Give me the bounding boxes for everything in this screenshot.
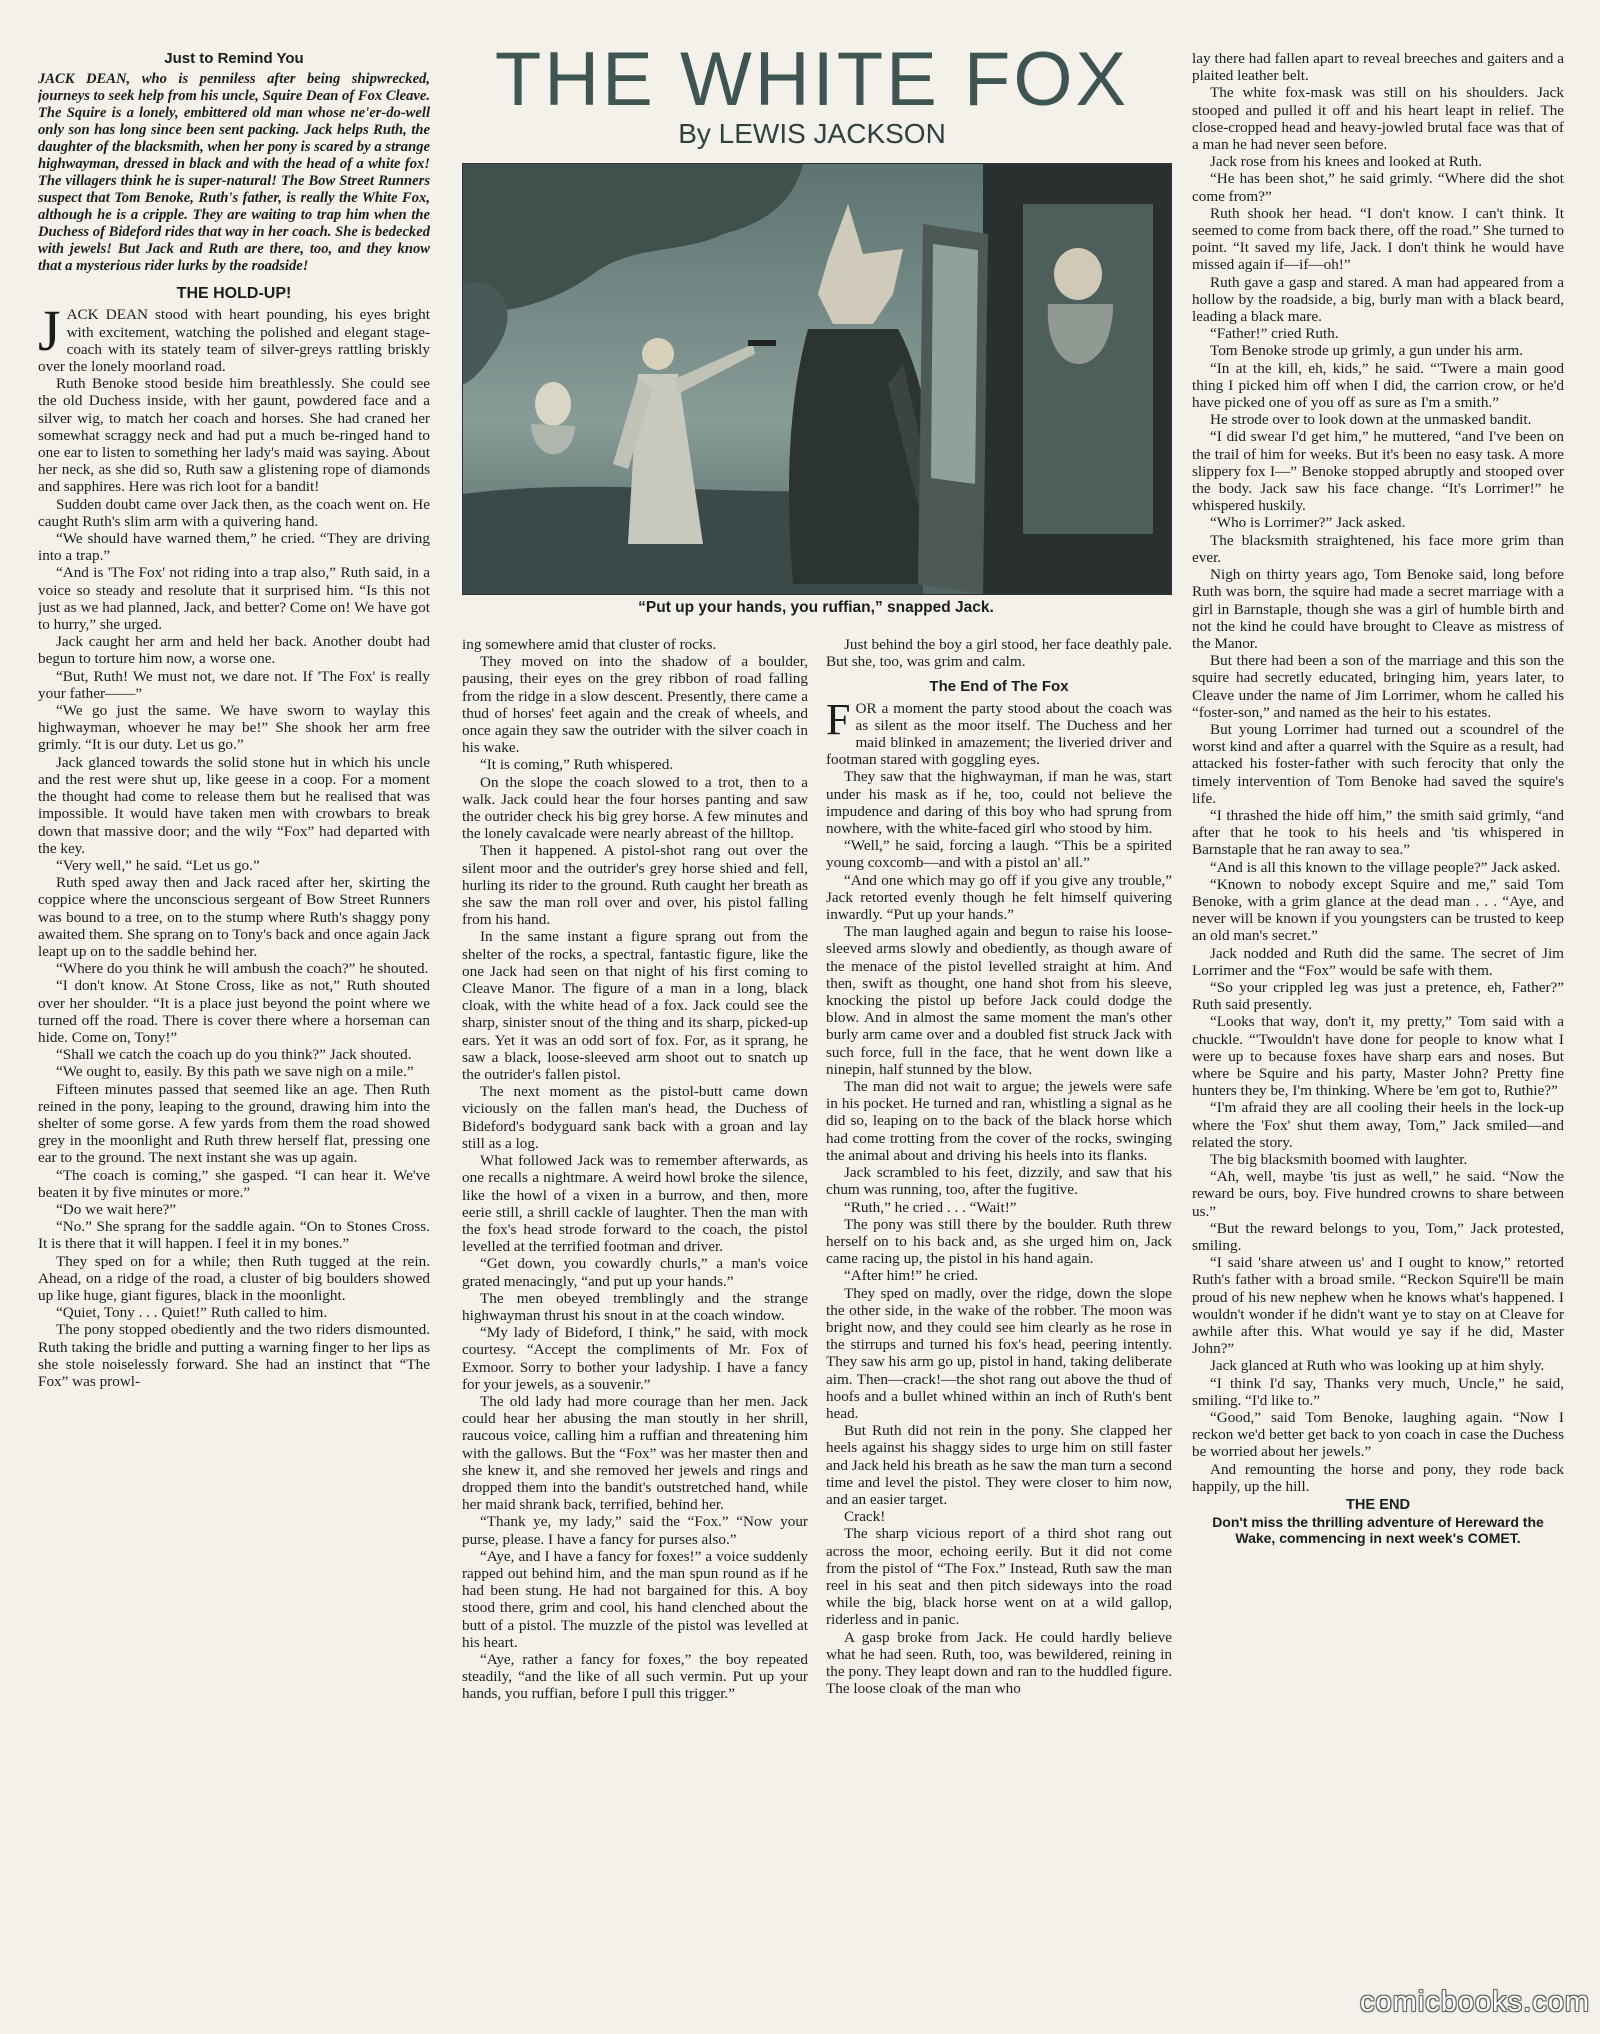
recap-text: JACK DEAN, who is penniless after being shipwrecked, journeys to seek help from his uncle, Squire Dean of Fox Cleave. The Squire is a lonely, embittered old man whose ne'er-do-well only son has long since been sent packing. Jack helps Ruth, the daughter of the blacksmith, when her pony is scared by a strange highwayman, dressed in black and with the head of a white fox! The villagers think he is super-natural! The Bow Street Runners suspect that Tom Benoke, Ruth's father, is really the White Fox, although he is a cripple. They are waiting to trap him when the Duchess of Bideford rides that way in her coach. She is bedecked with jewels! But Jack and Ruth are there, too, and they know that a mysterious rider lurks by the roadside!: [38, 71, 430, 275]
paragraph: Jack scrambled to his feet, dizzily, and saw that his chum was running, too, after the fugitive.: [826, 1164, 1172, 1199]
opening-text: ACK DEAN stood with heart pounding, his eyes bright with excitement, watching the polished and elegant stage-coach with its stately team of silver-greys rattling briskly over the lonely moorland road.: [38, 306, 430, 376]
next-week-promo: Don't miss the thrilling adventure of Hereward the Wake, commencing in next week's COMET.: [1212, 1514, 1544, 1547]
paragraph: The man did not wait to argue; the jewels were safe in his pocket. He turned and ran, whistling a signal as he did so, leaping on to the back of the black horse which had come trotting from the cover of the rocks, swinging the animal about and driving his heels into its flanks.: [826, 1078, 1172, 1164]
paragraph: Then it happened. A pistol-shot rang out over the silent moor and the outrider's grey horse shied and fell, hurling its rider to the ground. Ruth caught her breath as she saw the man roll over and over, his pistol falling from his hand.: [462, 842, 808, 929]
paragraph: “I said 'share atween us' and I ought to know,” retorted Ruth's father with a broad smile. “Reckon Squire'll be main proud of his new nephew when he knows what's happened. I wouldn't wonder if he didn't want ye to stay on at Cleave for awhile after this. What would ye say if he did, Master John?”: [1192, 1254, 1564, 1358]
story-opening: [38, 298, 430, 376]
paragraph: The pony stopped obediently and the two riders dismounted. Ruth taking the bridle and putting a warning finger to her lips as she stole noiselessly forward. She had an instinct that “The Fox” was prowl-: [38, 1321, 430, 1390]
paragraph: “Where do you think he will ambush the coach?” he shouted.: [56, 960, 429, 978]
column-4-paragraphs: [1192, 50, 1564, 1495]
story-title: THE WHITE FOX: [494, 37, 1130, 122]
column-2-paragraphs: [462, 636, 808, 1703]
paragraph: But there had been a son of the marriage and this son the squire had secretly educated, bringing him, years later, to Cleave under the name of Jim Lorrimer, whom he called his “foster-son,” and named as the heir to his estates.: [1192, 652, 1564, 721]
paragraph: Sudden doubt came over Jack then, as the coach went on. He caught Ruth's slim arm with a quivering hand.: [38, 495, 430, 530]
column-1: [38, 50, 430, 1990]
paragraph: The old lady had more courage than her men. Jack could hear her abusing the man stoutly in her shrill, raucous voice, calling him a ruffian and threatening him with the gallows. But the “Fox” was her master then and she knew it, and she removed her jewels and rings and dropped them into the bandit's outstretched hand, while her maid shrank back, terrified, behind her.: [462, 1392, 808, 1514]
paragraph: lay there had fallen apart to reveal breeches and gaiters and a plaited leather belt.: [1192, 50, 1564, 85]
column-3-intro: [826, 636, 1172, 670]
paragraph: Crack!: [844, 1508, 886, 1526]
paragraph: In the same instant a figure sprang out from the shelter of the rocks, a spectral, fantastic figure, like the one Jack had seen on that night of his first coming to Cleave Manor. The figure of a man in a long, black cloak, with the white head of a fox. Jack could see the sharp, sinister snout of the thing and its sharp, picked-up ears. Yet it was an odd sort of fox. For, as it sprang, he saw a black, loose-sleeved arm shoot out to snatch up the outrider's fallen pistol.: [462, 928, 808, 1084]
paragraph: “I did swear I'd get him,” he muttered, “and I've been on the trail of him for weeks. But it's been no easy task. A more slippery fox I—” Benoke stopped abruptly and stooped over the body. Jack saw his face change. “It's Lorrimer!” he whispered huskily.: [1192, 428, 1564, 515]
drop-cap: J: [38, 298, 61, 364]
section-heading-hold-up: THE HOLD-UP!: [176, 285, 292, 303]
story-illustration: [462, 163, 1172, 595]
paragraph: They sped on madly, over the ridge, down the slope the other side, in the wake of the robber. The moon was bright now, and they could see him clearly as he rose in the stirrups and turned his fox's head, peering intently. They saw his arm go up, pistol in hand, taking deliberate aim. Then—crack!—the shot rang out above the thud of hoofs and a bullet whined within an inch of Ruth's bent head.: [826, 1284, 1172, 1422]
paragraph: “But, Ruth! We must not, we dare not. If 'The Fox' is really your father——”: [38, 667, 430, 702]
paragraph: Ruth gave a gasp and stared. A man had appeared from a hollow by the roadside, a big, burly man with a black beard, leading a black mare.: [1192, 273, 1564, 326]
paragraph: But young Lorrimer had turned out a scoundrel of the worst kind and after a quarrel with the Squire as a result, had attacked his foster-father with such ferocity that only the timely intervention of Tom Benoke had saved the squire's life.: [1192, 720, 1564, 807]
paragraph: Jack glanced towards the solid stone hut in which his uncle and the rest were shut up, like geese in a coop. For a moment the thought had come to release them but he realised that was impossible. It would have taken men with crowbars to break down that massive door; and the wily “Fox” had departed with the key.: [38, 753, 430, 857]
paragraph: “And one which may go off if you give any trouble,” Jack retorted evenly though he felt himself quivering inwardly. “Put up your hands.”: [826, 871, 1172, 924]
byline: By LEWIS JACKSON: [678, 118, 946, 149]
paragraph: “Ruth,” he cried . . . “Wait!”: [844, 1198, 1017, 1216]
the-end: THE END: [1345, 1497, 1411, 1514]
paragraph: “We should have warned them,” he cried. “They are driving into a trap.”: [38, 530, 430, 565]
paragraph: Just behind the boy a girl stood, her face deathly pale. But she, too, was grim and calm.: [826, 636, 1172, 671]
paragraph: Jack rose from his knees and looked at Ruth.: [1210, 153, 1483, 171]
paragraph: Jack nodded and Ruth did the same. The secret of Jim Lorrimer and the “Fox” would be safe with them.: [1192, 944, 1564, 979]
paragraph: “No.” She sprang for the saddle again. “On to Stones Cross. It is there that it will happen. I feel it in my bones.”: [38, 1218, 430, 1253]
paragraph: “Quiet, Tony . . . Quiet!” Ruth called to him.: [56, 1304, 328, 1322]
paragraph: “We ought to, easily. By this path we save nigh on a mile.”: [56, 1063, 414, 1081]
paragraph: “Very well,” he said. “Let us go.”: [56, 856, 260, 874]
paragraph: Fifteen minutes passed that seemed like an age. Then Ruth reined in the pony, leaping to the ground, drawing him into the shelter of some gorse. A few yards from them the road showed grey in the moonlight and Ruth threw herself flat, pressing one ear to the ground. The next instant she was up again.: [38, 1080, 430, 1167]
paragraph: “I don't know. At Stone Cross, like as not,” Ruth shouted over her shoulder. “It is a place just beyond the point where we turned off the road. There is cover there where a horseman can hide. Come on, Tony!”: [38, 977, 430, 1046]
paragraph: “Get down, you cowardly churls,” a man's voice grated menacingly, “and put up your hands.”: [462, 1255, 808, 1290]
paragraph: “Father!” cried Ruth.: [1210, 325, 1339, 343]
illustration-caption: “Put up your hands, you ruffian,” snapped Jack.: [638, 599, 994, 616]
paragraph: “But the reward belongs to you, Tom,” Jack protested, smiling.: [1192, 1219, 1564, 1255]
paragraph: But Ruth did not rein in the pony. She clapped her heels against his shaggy sides to urge him on still faster and Jack held his breath as he saw the man turn a second time and level the pistol. They were closer to him now, and an easier target.: [826, 1422, 1172, 1508]
column-3: [826, 636, 1172, 1996]
paragraph: “Well,” he said, forcing a laugh. “This be a spirited young coxcomb—and with a pistol an' all.”: [826, 837, 1172, 872]
paragraph: “And is 'The Fox' not riding into a trap also,” Ruth said, in a voice so steady and resolute that it surprised him. “Is this not just as we had planned, Jack, and better? Come on! We have got to hurry,” she urged.: [38, 564, 430, 634]
paragraph: They moved on into the shadow of a boulder, pausing, their eyes on the grey ribbon of road falling from the ridge in a slow descent. Presently, there came a thud of horses' feet again and the creak of wheels, and once again they saw the outrider with the silver coach in his wake.: [462, 653, 808, 757]
paragraph: ing somewhere amid that cluster of rocks.: [462, 636, 717, 653]
paragraph: The sharp vicious report of a third shot rang out across the moor, echoing eerily. But it did not come from the pistol of “The Fox.” Instead, Ruth saw the man reel in his seat and then pitch sideways into the road while the big, black horse went on at a wild gallop, riderless and in panic.: [826, 1525, 1172, 1629]
paragraph: “Good,” said Tom Benoke, laughing again. “Now I reckon we'd better get back to yon coach in case the Duchess be worried about her jewels.”: [1192, 1409, 1564, 1461]
paragraph: The man laughed again and begun to raise his loose-sleeved arms slowly and obediently, as though aware of the menace of the pistol levelled straight at him. And then, swift as thought, one hand shot from his sleeve, knocking the pistol up before Jack could dodge the blow. And in almost the same moment the man's other burly arm came over and a doubled fist struck Jack with such force, full in the face, that he went down like a ninepin, half stunned by the blow.: [826, 923, 1172, 1078]
paragraph: The pony was still there by the boulder. Ruth threw herself on to his back and, as she urged him on, Jack came racing up, the pistol in his hand again.: [826, 1215, 1172, 1268]
paragraph: “Known to nobody except Squire and me,” said Tom Benoke, with a grim glance at the dead man . . . “Aye, and never will be known if you youngsters can be trusted to keep an old man's secret.”: [1192, 875, 1564, 945]
paragraph: The white fox-mask was still on his shoulders. Jack stooped and pulled it off and his heart leapt in relief. The close-cropped head and heavy-jowled brutal face was that of a man he had never seen before.: [1192, 84, 1564, 154]
paragraph: “He has been shot,” he said grimly. “Where did the shot come from?”: [1192, 170, 1564, 205]
paragraph: Ruth Benoke stood beside him breathlessly. She could see the old Duchess inside, with her gaunt, powdered face and a silver wig, to match her coach and horses. She had craned her somewhat scraggy neck and had put a much be-ringed hand to one ear to listen to something her lady's maid was saying. About her neck, as she did so, Ruth saw a glistening rope of diamonds and sapphires. Here was rich loot for a bandit!: [38, 375, 430, 496]
paragraph: The blacksmith straightened, his face more grim than ever.: [1192, 531, 1564, 566]
paragraph: The men obeyed tremblingly and the strange highwayman thrust his snout in at the coach window.: [462, 1289, 808, 1324]
paragraph: They sped on for a while; then Ruth tugged at the rein. Ahead, on a ridge of the road, a cluster of big boulders showed up like huge, giant figures, black in the moonlight.: [38, 1252, 430, 1304]
paragraph: “I thrashed the hide off him,” the smith said grimly, “and after that he took to his heels and 'tis whispered in Barnstaple that he ran away to sea.”: [1192, 806, 1564, 859]
paragraph: And remounting the horse and pony, they rode back happily, up the hill.: [1192, 1460, 1564, 1495]
paragraph: “So your crippled leg was just a pretence, eh, Father?” Ruth said presently.: [1192, 978, 1564, 1014]
paragraph: A gasp broke from Jack. He could hardly believe what he had seen. Ruth, too, was bewildered, reining in the pony. They leapt down and ran to the huddled figure. The loose cloak of the man who: [826, 1628, 1172, 1698]
paragraph: He strode over to look down at the unmasked bandit.: [1210, 411, 1532, 429]
paragraph: “I think I'd say, Thanks very much, Uncle,” he said, smiling. “I'd like to.”: [1192, 1374, 1564, 1409]
paragraph: The next moment as the pistol-butt came down viciously on the fallen man's head, the Duchess of Bideford's bodyguard sank back with a groan and lay still as a log.: [462, 1083, 808, 1152]
paragraph: “Looks that way, don't it, my pretty,” Tom said with a chuckle. “'Twouldn't have done for people to know what I were up to because foxes have sharp ears and noses. But where be Squire and his party, Master John? Pretty fine hunters they be, I'm thinking. Where be 'em got to, Ruthie?”: [1192, 1013, 1564, 1100]
highwayman-scene-image: [463, 164, 1171, 594]
section-opening: [826, 694, 1172, 769]
column-1-paragraphs: [38, 375, 430, 1390]
paragraph: Nigh on thirty years ago, Tom Benoke said, long before Ruth was born, the squire had made a secret marriage with a girl in Barnstaple, though she was a girl of humble birth and not the kind he could have brought to Cleave as mistress of the Manor.: [1192, 566, 1564, 652]
column-4: [1192, 50, 1564, 1990]
paragraph: “Aye, and I have a fancy for foxes!” a voice suddenly rapped out behind him, and the man spun round as if he had been stung. He had not bargained for this. A boy stood there, grim and cool, his hand clenched about the butt of a pistol. The muzzle of the pistol was levelled at his heart.: [462, 1547, 808, 1651]
paragraph: Ruth sped away then and Jack raced after her, skirting the coppice where the unconscious sergeant of Bow Street Runners was bound to a tree, on to the stump where Ruth's shaggy pony awaited them. She sprang on to Tony's back and once again Jack leapt up on to the saddle behind her.: [38, 874, 430, 960]
paragraph: Jack caught her arm and held her back. Another doubt had begun to torture him now, a worse one.: [38, 633, 430, 668]
paragraph: “Do we wait here?”: [56, 1200, 177, 1218]
recap-heading: Just to Remind You: [164, 50, 304, 67]
paragraph: “Aye, rather a fancy for foxes,” the boy repeated steadily, “and the like of all such vermin. Put up your hands, you ruffian, before I pull this trigger.”: [462, 1650, 808, 1703]
paragraph: The big blacksmith boomed with laughter.: [1210, 1151, 1468, 1168]
paragraph: “Thank ye, my lady,” said the “Fox.” “Now your purse, please. I have a fancy for purses also.”: [462, 1513, 808, 1548]
paragraph: “Shall we catch the coach up do you think?” Jack shouted.: [56, 1046, 412, 1064]
section-heading-end-of-fox: The End of The Fox: [929, 678, 1069, 696]
paragraph: Jack glanced at Ruth who was looking up at him shyly.: [1210, 1357, 1545, 1375]
paragraph: “After him!” he cried.: [844, 1267, 979, 1285]
drop-cap: F: [826, 694, 851, 744]
paragraph: What followed Jack was to remember afterwards, as one recalls a nightmare. A weird howl broke the silence, like the howl of a vixen in a burrow, and then, more eerie still, a shrill cackle of laughter. Then the man with the fox's head strode forward to the coach, the pistol levelled at the terrified footman and driver.: [462, 1152, 808, 1256]
paragraph: “The coach is coming,” she gasped. “I can hear it. We've beaten it by five minutes or more.”: [38, 1166, 430, 1201]
paragraph: “In at the kill, eh, kids,” he said. “'Twere a main good thing I picked him off when I did, the carrion crow, or he'd have picked one of you off as sure as I'm a smith.”: [1192, 359, 1564, 412]
paragraph: They saw that the highwayman, if man he was, start under his mask as if he, too, could not believe the impudence and daring of this boy who had sprung from nowhere, with the white-faced girl who stood by him.: [826, 768, 1172, 838]
section-opening-text: OR a moment the party stood about the coach was as silent as the moor itself. The Duchess and her maid blinked in amazement; the liveried driver and footman stared with goggling eyes.: [826, 699, 1172, 769]
paragraph: “I'm afraid they are all cooling their heels in the lock-up where the 'Fox' shut them away, Tom,” Jack smiled—and related the story.: [1192, 1099, 1564, 1151]
paragraph: “Ah, well, maybe 'tis just as well,” he said. “Now the reward be ours, boy. Five hundred crowns to share between us.”: [1192, 1168, 1564, 1220]
paragraph: “Who is Lorrimer?” Jack asked.: [1210, 514, 1406, 532]
paragraph: “It is coming,” Ruth whispered.: [480, 756, 674, 774]
column-3-paragraphs: [826, 768, 1172, 1697]
paragraph: Ruth shook her head. “I don't know. I can't think. It seemed to come from back there, off the road.” She turned to point. “It saved my life, Jack. I don't think he would have missed again if—if—oh!”: [1192, 204, 1564, 274]
paragraph: “My lady of Bideford, I think,” he said, with mock courtesy. “Accept the compliments of Mr. Fox of Exmoor. Sorry to bother your ladyship. I have a fancy for your jewels, as a souvenir.”: [462, 1324, 808, 1393]
column-2: [462, 636, 808, 1996]
paragraph: “And is all this known to the village people?” Jack asked.: [1210, 858, 1561, 876]
watermark: comicbooks.com: [1360, 1986, 1590, 2018]
paragraph: Tom Benoke strode up grimly, a gun under his arm.: [1210, 342, 1524, 360]
paragraph: “We go just the same. We have sworn to waylay this highwayman, whoever he may be!” She shook her arm free grimly. “It is our duty. Let us go.”: [38, 702, 430, 754]
paragraph: On the slope the coach slowed to a trot, then to a walk. Jack could hear the four horses panting and saw the outrider check his big grey horse. A few minutes and the lonely cavalcade were nearly abreast of the hilltop.: [462, 773, 808, 843]
